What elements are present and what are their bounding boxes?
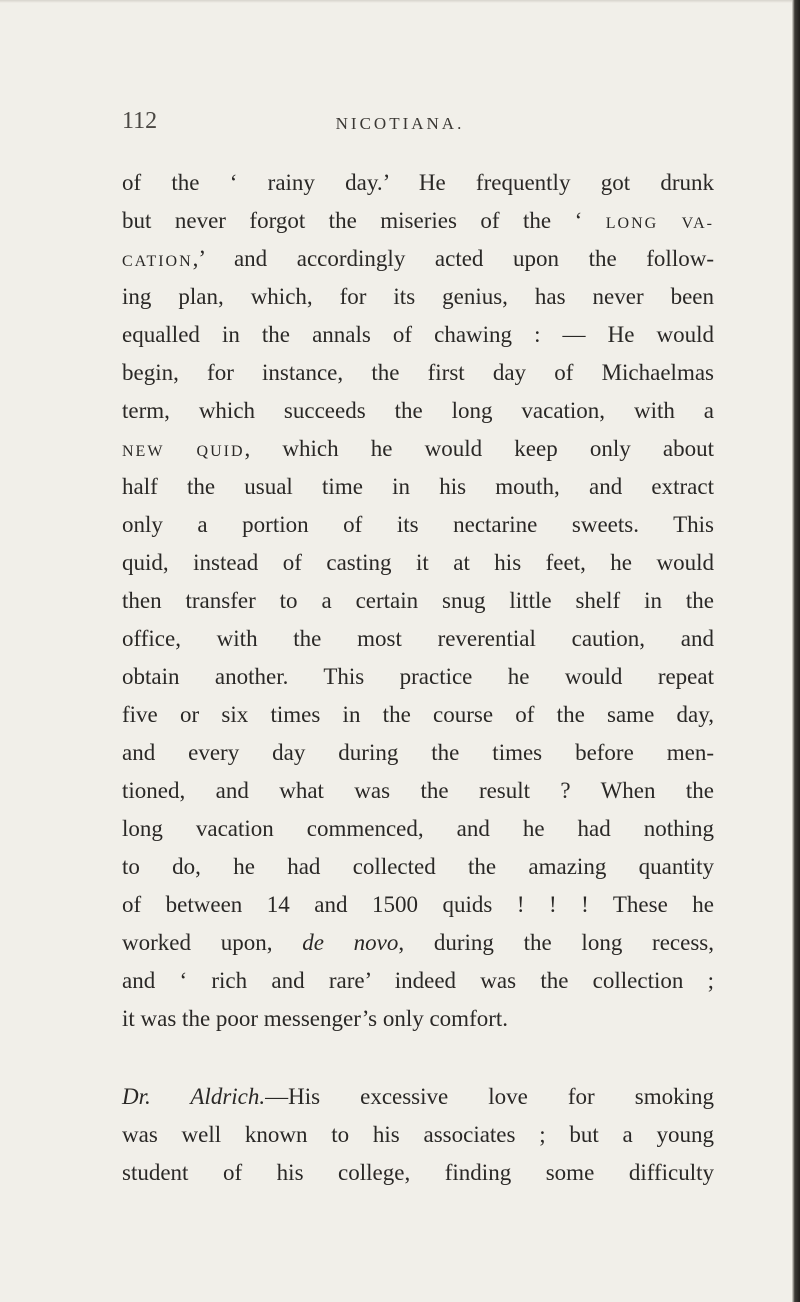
paragraph-spacer: [122, 1038, 714, 1078]
text-line: tioned, and what was the result ? When the: [122, 778, 714, 803]
text-line: of the ‘ rainy day.’ He frequently got drunk: [122, 170, 714, 195]
text-line: and ‘ rich and rare’ indeed was the collection ;: [122, 968, 714, 993]
page-number: 112: [122, 108, 158, 134]
paragraph-1: [122, 164, 714, 1038]
text-line: only a portion of its nectarine sweets. This: [122, 512, 714, 537]
text-line: equalled in the annals of chawing : — He would: [122, 322, 714, 347]
text-line: long vacation commenced, and he had nothing: [122, 816, 714, 841]
text-line: NEW QUID, which he would keep only about: [122, 436, 714, 461]
text-line: Dr. Aldrich.—His excessive love for smoking: [122, 1084, 714, 1109]
text-line: and every day during the times before men-: [122, 740, 714, 765]
text-line: five or six times in the course of the same day,: [122, 702, 714, 727]
paragraph-2: [122, 1078, 714, 1192]
page-top-edge: [0, 0, 792, 3]
text-line: quid, instead of casting it at his feet, he would: [122, 550, 714, 575]
text-line: CATION,’ and accordingly acted upon the follow-: [122, 246, 714, 271]
text-line: ing plan, which, for its genius, has never been: [122, 284, 714, 309]
text-line: was well known to his associates ; but a young: [122, 1122, 714, 1147]
text-line: student of his college, finding some difficulty: [122, 1160, 714, 1185]
running-head-title: NICOTIANA.: [335, 114, 465, 133]
text-line: but never forgot the miseries of the ‘ LONG VA-: [122, 208, 714, 233]
text-line: term, which succeeds the long vacation, with a: [122, 398, 714, 423]
text-line: worked upon, de novo, during the long recess,: [122, 930, 714, 955]
text-line: office, with the most reverential caution, and: [122, 626, 714, 651]
text-line: of between 14 and 1500 quids ! ! ! These he: [122, 892, 714, 917]
text-line: begin, for instance, the first day of Michaelmas: [122, 360, 714, 385]
text-line: obtain another. This practice he would repeat: [122, 664, 714, 689]
text-line: to do, he had collected the amazing quantity: [122, 854, 714, 879]
text-line: it was the poor messenger’s only comfort.: [122, 1006, 509, 1031]
body-text: [122, 164, 714, 1192]
text-line: then transfer to a certain snug little shelf in the: [122, 588, 714, 613]
page-binding-edge: [792, 0, 800, 1302]
text-line: half the usual time in his mouth, and extract: [122, 474, 714, 499]
